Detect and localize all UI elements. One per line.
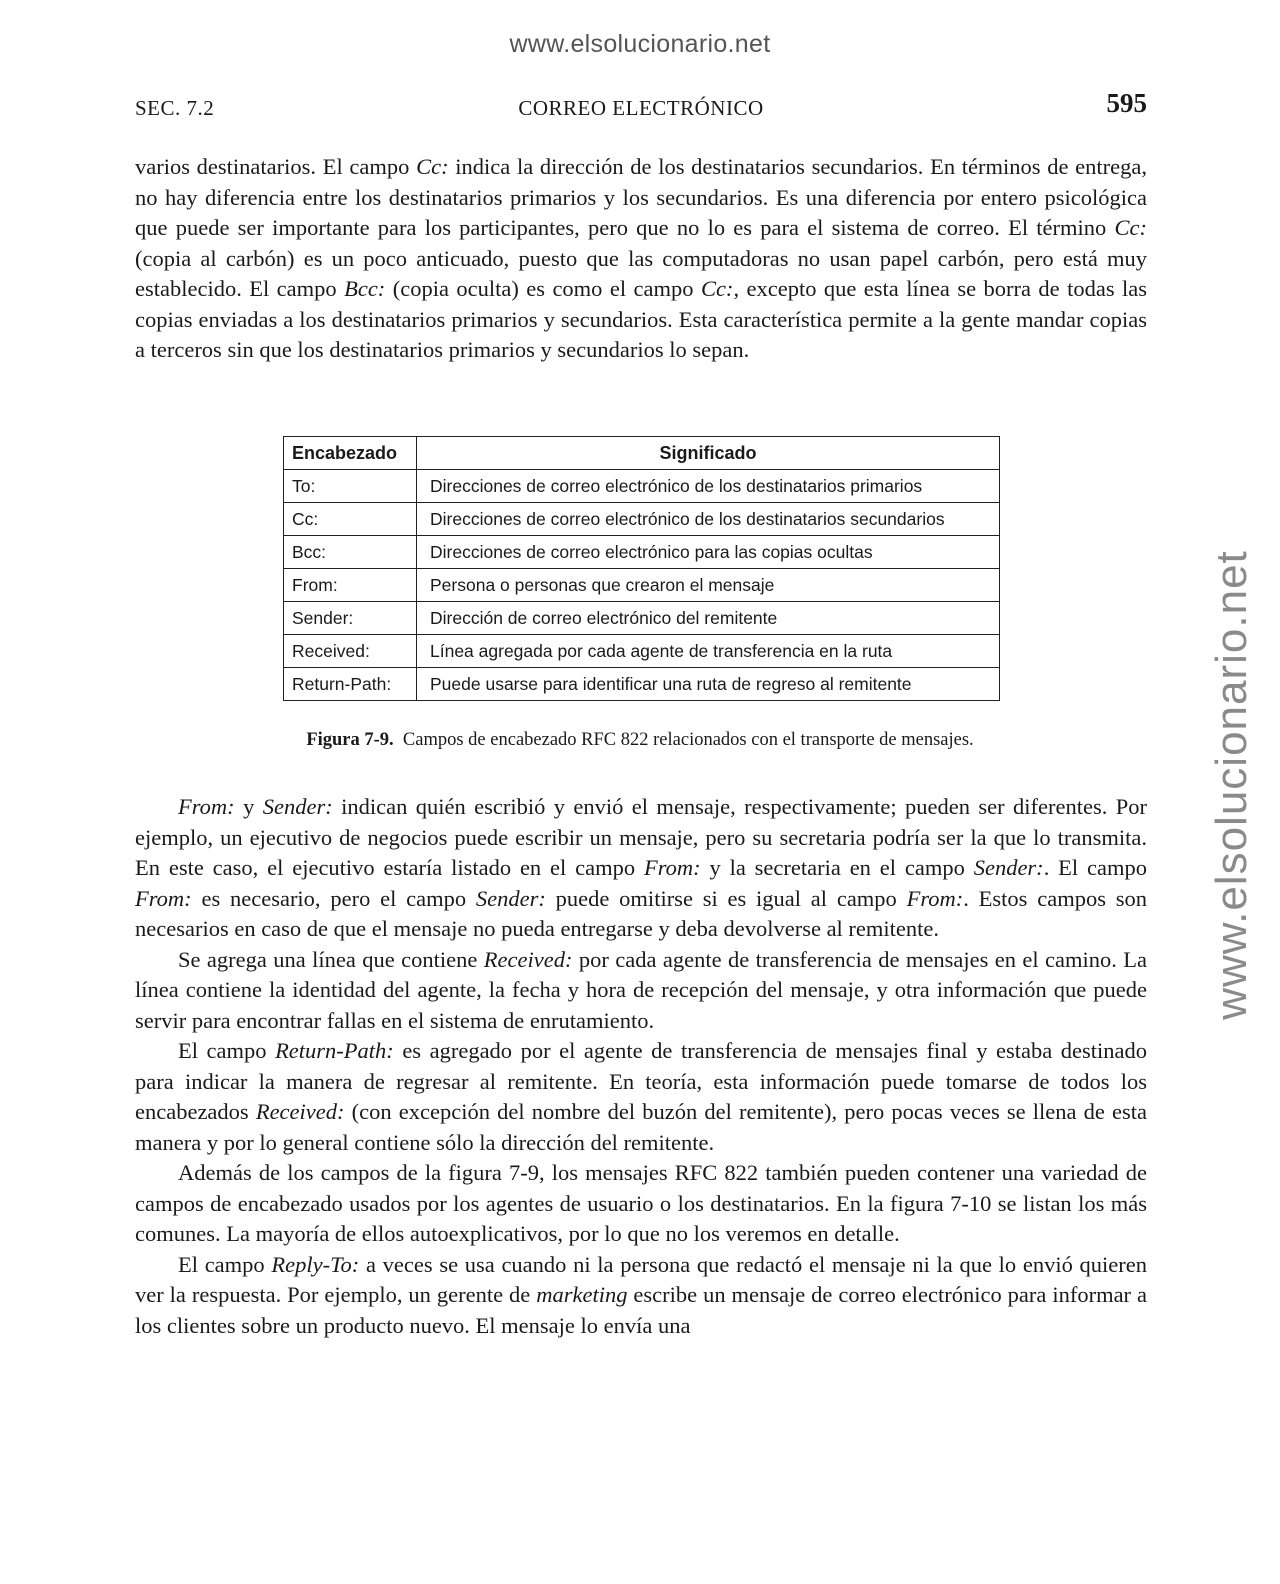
paragraph-received: Se agrega una línea que contiene Received: por cada agente de transferencia de mensajes en el camino. La línea contiene la identidad del agente, la fecha y hora de recepción del mensaje, y otra información que puede servir para encontrar fallas en el sistema de enrutamiento. [135,946,1147,1033]
page-number: 595 [1106,88,1147,118]
italic-term: Received: [483,946,573,972]
table-row [284,470,1000,503]
italic-term: Return-Path: [275,1038,394,1063]
field-name: Return-Path: [284,668,417,701]
table-row [284,668,1000,701]
field-name: Cc: [284,503,417,536]
italic-term: marketing [536,1282,628,1307]
italic-term: Sender: [262,794,333,819]
table-row [284,536,1000,569]
figure-caption-text: Campos de encabezado RFC 822 relacionados con el transporte de mensajes. [402,730,974,750]
table-row [284,503,1000,536]
watermark-side-text: www.elsolucionario.net [1207,550,1256,1020]
italic-term: From: [906,885,964,911]
italic-term: Reply-To: [271,1251,360,1277]
paragraph-reply-to: El campo Reply-To: a veces se usa cuando ni la persona que redactó el mensaje ni la que lo envió quieren ver la respuesta. Por ejemplo, un gerente de marketing escribe un mensaje de correo electrónico para informar a los clientes sobre un producto nuevo. El mensaje lo envía una [135,1251,1147,1338]
figure-caption [0,730,1280,751]
field-meaning: Direcciones de correo electrónico de los destinatarios secundarios [417,503,1000,536]
field-name: From: [284,569,417,602]
table-row [284,602,1000,635]
field-meaning: Direcciones de correo electrónico de los destinatarios primarios [417,470,1000,503]
figure-label: Figura 7-9. [306,730,394,750]
italic-term: Received: [255,1099,345,1124]
field-meaning: Direcciones de correo electrónico para las copias ocultas [417,536,1000,569]
body-text [135,792,1147,1341]
italic-term: Cc: [416,154,449,179]
field-meaning: Línea agregada por cada agente de transferencia en la ruta [417,635,1000,668]
italic-term: Cc: [700,276,734,301]
italic-term: Sender: [475,885,546,911]
italic-term: Bcc: [344,276,386,301]
section-number: SEC. 7.2 [135,96,215,120]
italic-term: Sender: [973,855,1044,880]
paragraph-return-path: El campo Return-Path: es agregado por el agente de transferencia de mensajes final y estaba destinado para indicar la manera de regresar al remitente. En teoría, esta información puede tomarse de todos los encabezados Received: (con excepción del nombre del buzón del remitente), pero pocas veces se llena de esta manera y por lo general contiene sólo la dirección del remitente. [135,1038,1147,1155]
field-name: To: [284,470,417,503]
table-row [284,569,1000,602]
intro-paragraph: varios destinatarios. El campo Cc: indica la dirección de los destinatarios secundarios. En términos de entrega, no hay diferencia entre los destinatarios primarios y los secundarios. Es una diferencia por entero psicológica que puede ser importante para los participantes, pero que no lo es para el sistema de correo. El término Cc: (copia al carbón) es un poco anticuado, puesto que las computadoras no usan papel carbón, pero está muy establecido. El campo Bcc: (copia oculta) es como el campo Cc:, excepto que esta línea se borra de todas las copias enviadas a los destinatarios primarios y secundarios. Esta característica permite a la gente mandar copias a terceros sin que los destinatarios primarios y secundarios lo sepan. [135,154,1147,362]
italic-term: Cc: [1114,215,1147,240]
paragraph-from-sender: From: y Sender: indican quién escribió y envió el mensaje, respectivamente; pueden ser diferentes. Por ejemplo, un ejecutivo de negocios puede escribir un mensaje, pero su secretaria podría ser la que lo transmita. En este caso, el ejecutivo estaría listado en el campo From: y la secretaria en el campo Sender:. El campo From: es necesario, pero el campo Sender: puede omitirse si es igual al campo From:. Estos campos son necesarios en caso de que el mensaje no pueda entregarse y deba devolverse al remitente. [135,794,1148,941]
chapter-title: CORREO ELECTRÓNICO [518,96,764,120]
intro-text [135,152,1147,366]
table-row [284,635,1000,668]
field-name: Sender: [284,602,417,635]
table-header-row [284,437,1000,470]
field-meaning: Puede usarse para identificar una ruta de regreso al remitente [417,668,1000,701]
italic-term: From: [643,855,701,880]
italic-term: From: [135,885,192,911]
column-header-significado: Significado [417,437,1000,470]
field-name: Bcc: [284,536,417,569]
field-meaning: Persona o personas que crearon el mensaje [417,569,1000,602]
running-head [135,88,1147,124]
paragraph-other-fields: Además de los campos de la figura 7-9, los mensajes RFC 822 también pueden contener una variedad de campos de encabezado usados por los agentes de usuario o los destinatarios. En la figura 7-10 se listan los más comunes. La mayoría de ellos autoexplicativos, por lo que no los veremos en detalle. [135,1160,1147,1246]
header-fields-table [283,436,1000,701]
field-name: Received: [284,635,417,668]
italic-term: From: [178,794,235,819]
field-meaning: Dirección de correo electrónico del remitente [417,602,1000,635]
column-header-encabezado: Encabezado [284,437,417,470]
watermark-top: www.elsolucionario.net [509,30,771,58]
